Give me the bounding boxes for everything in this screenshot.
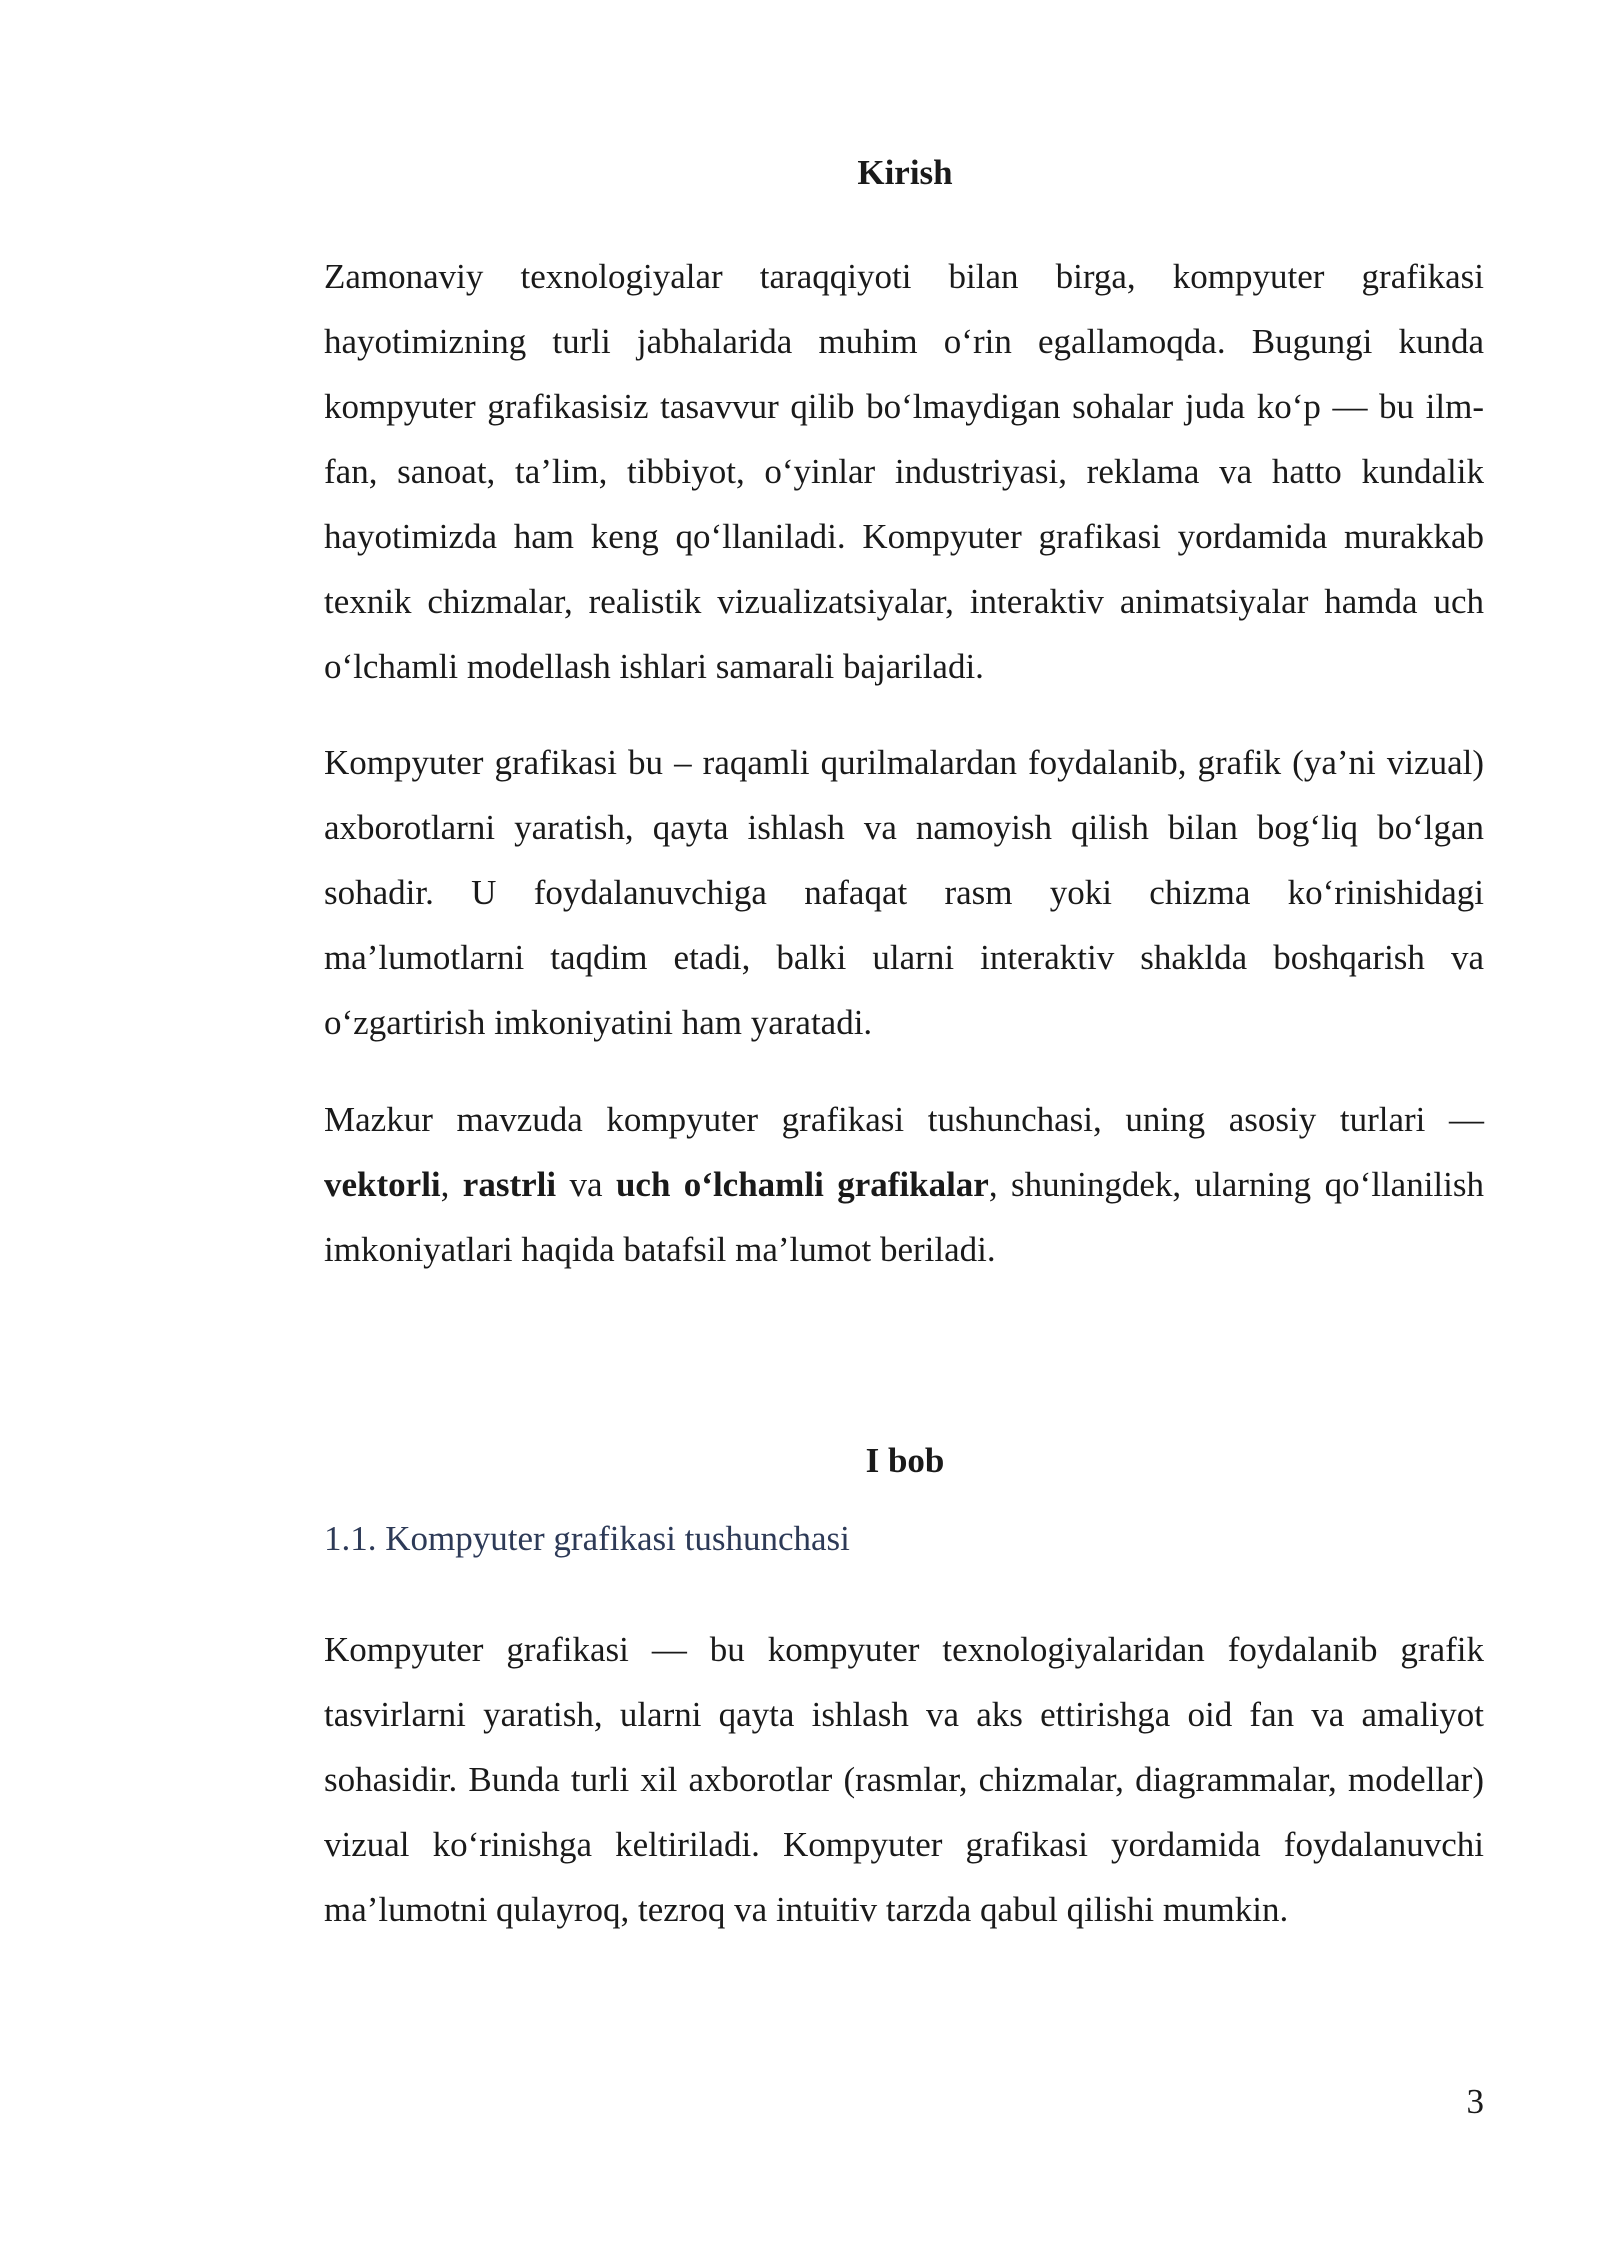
intro-heading: Kirish (857, 153, 953, 192)
paragraph-text: , shuningdek, ularning qo‘llanilish imkoniyatlari haqida batafsil ma’lumot beriladi. (324, 1165, 1484, 1269)
bold-term-raster: rastrli (462, 1165, 557, 1204)
section-title: 1.1. Kompyuter grafikasi tushunchasi (324, 1519, 850, 1558)
paragraph-text: va (556, 1165, 616, 1204)
paragraph-text: Mazkur mavzuda kompyuter grafikasi tushunchasi, uning asosiy turlari — (324, 1100, 1484, 1139)
paragraph-text: , (440, 1165, 463, 1204)
bold-term-3d: uch o‘lchamli grafikalar (615, 1165, 989, 1204)
intro-paragraph-1: Zamonaviy texnologiyalar taraqqiyoti bilan birga, kompyuter grafikasi hayotimizning turli jabhalarida muhim o‘rin egallamoqda. Bugungi kunda kompyuter grafikasisiz tasavvur qilib bo‘lmaydigan sohalar juda ko‘p — bu ilm-fan, sanoat, ta’lim, tibbiyot, o‘yinlar industriyasi, reklama va hatto kundalik hayotimizda ham keng qo‘llaniladi. Kompyuter grafikasi yordamida murakkab texnik chizmalar, realistik vizualizatsiyalar, interaktiv animatsiyalar hamda uch o‘lchamli modellash ishlari samarali bajariladi. (324, 257, 1484, 686)
page-number: 3 (1466, 2082, 1484, 2121)
chapter-heading: I bob (865, 1441, 945, 1480)
bold-term-vector: vektorli (324, 1165, 441, 1204)
intro-paragraph-2: Kompyuter grafikasi bu – raqamli qurilmalardan foydalanib, grafik (ya’ni vizual) axborotlarni yaratish, qayta ishlash va namoyish qilish bilan bog‘liq bo‘lgan sohadir. U foydalanuvchiga nafaqat rasm yoki chizma ko‘rinishidagi ma’lumotlarni taqdim etadi, balki ularni interaktiv shaklda boshqarish va o‘zgartirish imkoniyatini ham yaratadi. (324, 743, 1484, 1042)
intro-paragraph-3 (324, 1087, 1484, 1282)
chapter-paragraph-1: Kompyuter grafikasi — bu kompyuter texnologiyalaridan foydalanib grafik tasvirlarni yaratish, ularni qayta ishlash va aks ettirishga oid fan va amaliyot sohasidir. Bunda turli xil axborotlar (rasmlar, chizmalar, diagrammalar, modellar) vizual ko‘rinishga keltiriladi. Kompyuter grafikasi yordamida foydalanuvchi ma’lumotni qulayroq, tezroq va intuitiv tarzda qabul qilishi mumkin. (324, 1630, 1484, 1929)
